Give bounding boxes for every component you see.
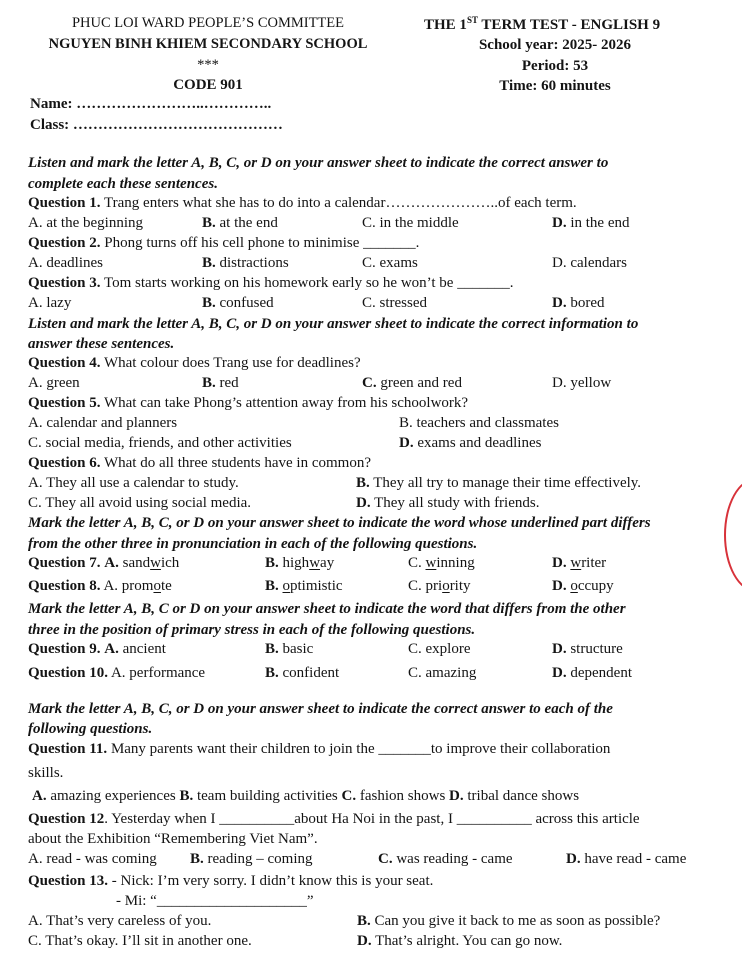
question-13-reply: - Mi: “____________________” [116, 893, 314, 909]
q2-option-d: D. calendars [552, 255, 627, 271]
question-5: Question 5. What can take Phong’s attention away from his schoolwork? [28, 395, 469, 411]
question-10: Question 10. A. performance [28, 665, 206, 681]
school-name: NGUYEN BINH KHIEM SECONDARY SCHOOL [48, 36, 368, 52]
q13-option-a: A. That’s very careless of you. [28, 913, 212, 929]
question-4: Question 4. What colour does Trang use for deadlines? [28, 355, 361, 371]
q2-option-a: A. deadlines [28, 255, 103, 271]
q5-option-a: A. calendar and planners [28, 415, 178, 431]
q7-option-c: C. winning [408, 555, 475, 571]
q9-option-c: C. explore [408, 641, 471, 657]
q8-option-b: B. optimistic [265, 578, 343, 594]
q6-option-d: D. They all study with friends. [356, 495, 540, 511]
q12-option-c: C. was reading - came [378, 851, 513, 867]
exam-code: CODE 901 [173, 77, 243, 93]
q6-option-b: B. They all try to manage their time effectively. [356, 475, 642, 491]
section4-instruction-line1: Mark the letter A, B, C or D on your answer sheet to indicate the word that differs from the other [28, 601, 626, 617]
q12-option-d: D. have read - came [566, 851, 687, 867]
q3-option-a: A. lazy [28, 295, 72, 311]
question-7: Question 7. A. sandwich [28, 555, 180, 571]
section5-instruction-line1: Mark the letter A, B, C, or D on your answer sheet to indicate the correct answer to each of the [28, 701, 613, 717]
q8-option-d: D. occupy [552, 578, 614, 594]
q12-option-a: A. read - was coming [28, 851, 157, 867]
time-limit: Time: 60 minutes [499, 78, 611, 94]
committee-name: PHUC LOI WARD PEOPLE’S COMMITTEE [71, 15, 345, 31]
official-stamp [724, 478, 742, 592]
question-8: Question 8. A. promote [28, 578, 172, 594]
q10-option-b: B. confident [265, 665, 340, 681]
q8-option-c: C. priority [408, 578, 471, 594]
question-6: Question 6. What do all three students have in common? [28, 455, 371, 471]
q2-option-c: C. exams [362, 255, 418, 271]
section2-instruction-line2: answer these sentences. [28, 336, 175, 352]
q4-option-c: C. green and red [362, 375, 462, 391]
question-1: Question 1. Trang enters what she has to do into a calendar…………………..of each term. [28, 195, 577, 211]
q1-option-d: D. in the end [552, 215, 630, 231]
question-13: Question 13. - Nick: I’m very sorry. I didn’t know this is your seat. [28, 873, 434, 889]
q6-option-c: C. They all avoid using social media. [28, 495, 252, 511]
q5-option-c: C. social media, friends, and other activities [28, 435, 292, 451]
section3-instruction-line2: from the other three in pronunciation in each of the following questions. [28, 536, 478, 552]
section5-instruction-line2: following questions. [28, 721, 153, 737]
question-9: Question 9. A. ancient [28, 641, 166, 657]
school-year: School year: 2025- 2026 [478, 37, 632, 53]
q12-option-b: B. reading – coming [190, 851, 313, 867]
q3-option-c: C. stressed [362, 295, 428, 311]
q5-option-d: D. exams and deadlines [399, 435, 542, 451]
q6-option-a: A. They all use a calendar to study. [28, 475, 239, 491]
question-2: Question 2. Phong turns off his cell phone to minimise _______. [28, 235, 420, 251]
test-title: THE 1ST TERM TEST - ENGLISH 9 [424, 15, 661, 33]
question-12: Question 12. Yesterday when I __________about Ha Noi in the past, I __________ across this article [28, 811, 640, 827]
question-11: Question 11. Many parents want their children to join the _______to improve their collaboration [28, 741, 611, 757]
section3-instruction-line1: Mark the letter A, B, C, or D on your answer sheet to indicate the word whose underlined part differs [28, 515, 651, 531]
q4-option-a: A. green [28, 375, 80, 391]
section1-instruction-line2: complete each these sentences. [28, 176, 218, 192]
q4-option-d: D. yellow [552, 375, 612, 391]
period: Period: 53 [521, 58, 589, 74]
q1-option-b: B. at the end [202, 215, 278, 231]
class-field: Class: …………………………………… [30, 117, 283, 133]
q9-option-b: B. basic [265, 641, 314, 657]
q5-option-b: B. teachers and classmates [399, 415, 559, 431]
q3-option-b: B. confused [202, 295, 274, 311]
q13-option-b: B. Can you give it back to me as soon as possible? [357, 913, 661, 929]
question-11-continuation: skills. [28, 765, 64, 781]
q10-option-d: D. dependent [552, 665, 632, 681]
q10-option-c: C. amazing [408, 665, 477, 681]
q4-option-b: B. red [202, 375, 239, 391]
question-12-continuation: about the Exhibition “Remembering Viet Nam”. [28, 831, 318, 847]
header-stars: *** [197, 57, 219, 73]
section2-instruction-line1: Listen and mark the letter A, B, C, or D on your answer sheet to indicate the correct information to [28, 316, 639, 332]
q7-option-d: D. writer [552, 555, 607, 571]
name-field: Name: ……………………..………….. [30, 96, 272, 112]
q2-option-b: B. distractions [202, 255, 289, 271]
q7-option-b: B. highway [265, 555, 335, 571]
question-3: Question 3. Tom starts working on his homework early so he won’t be _______. [28, 275, 514, 291]
section1-instruction-line1: Listen and mark the letter A, B, C, or D on your answer sheet to indicate the correct answer to [28, 155, 609, 171]
section4-instruction-line2: three in the position of primary stress in each of the following questions. [28, 622, 476, 638]
q1-option-a: A. at the beginning [28, 215, 143, 231]
q11-options: A. amazing experiences B. team building activities C. fashion shows D. tribal dance shows [32, 788, 580, 804]
q13-option-c: C. That’s okay. I’ll sit in another one. [28, 933, 252, 949]
q3-option-d: D. bored [552, 295, 605, 311]
q13-option-d: D. That’s alright. You can go now. [357, 933, 563, 949]
q9-option-d: D. structure [552, 641, 623, 657]
q1-option-c: C. in the middle [362, 215, 459, 231]
